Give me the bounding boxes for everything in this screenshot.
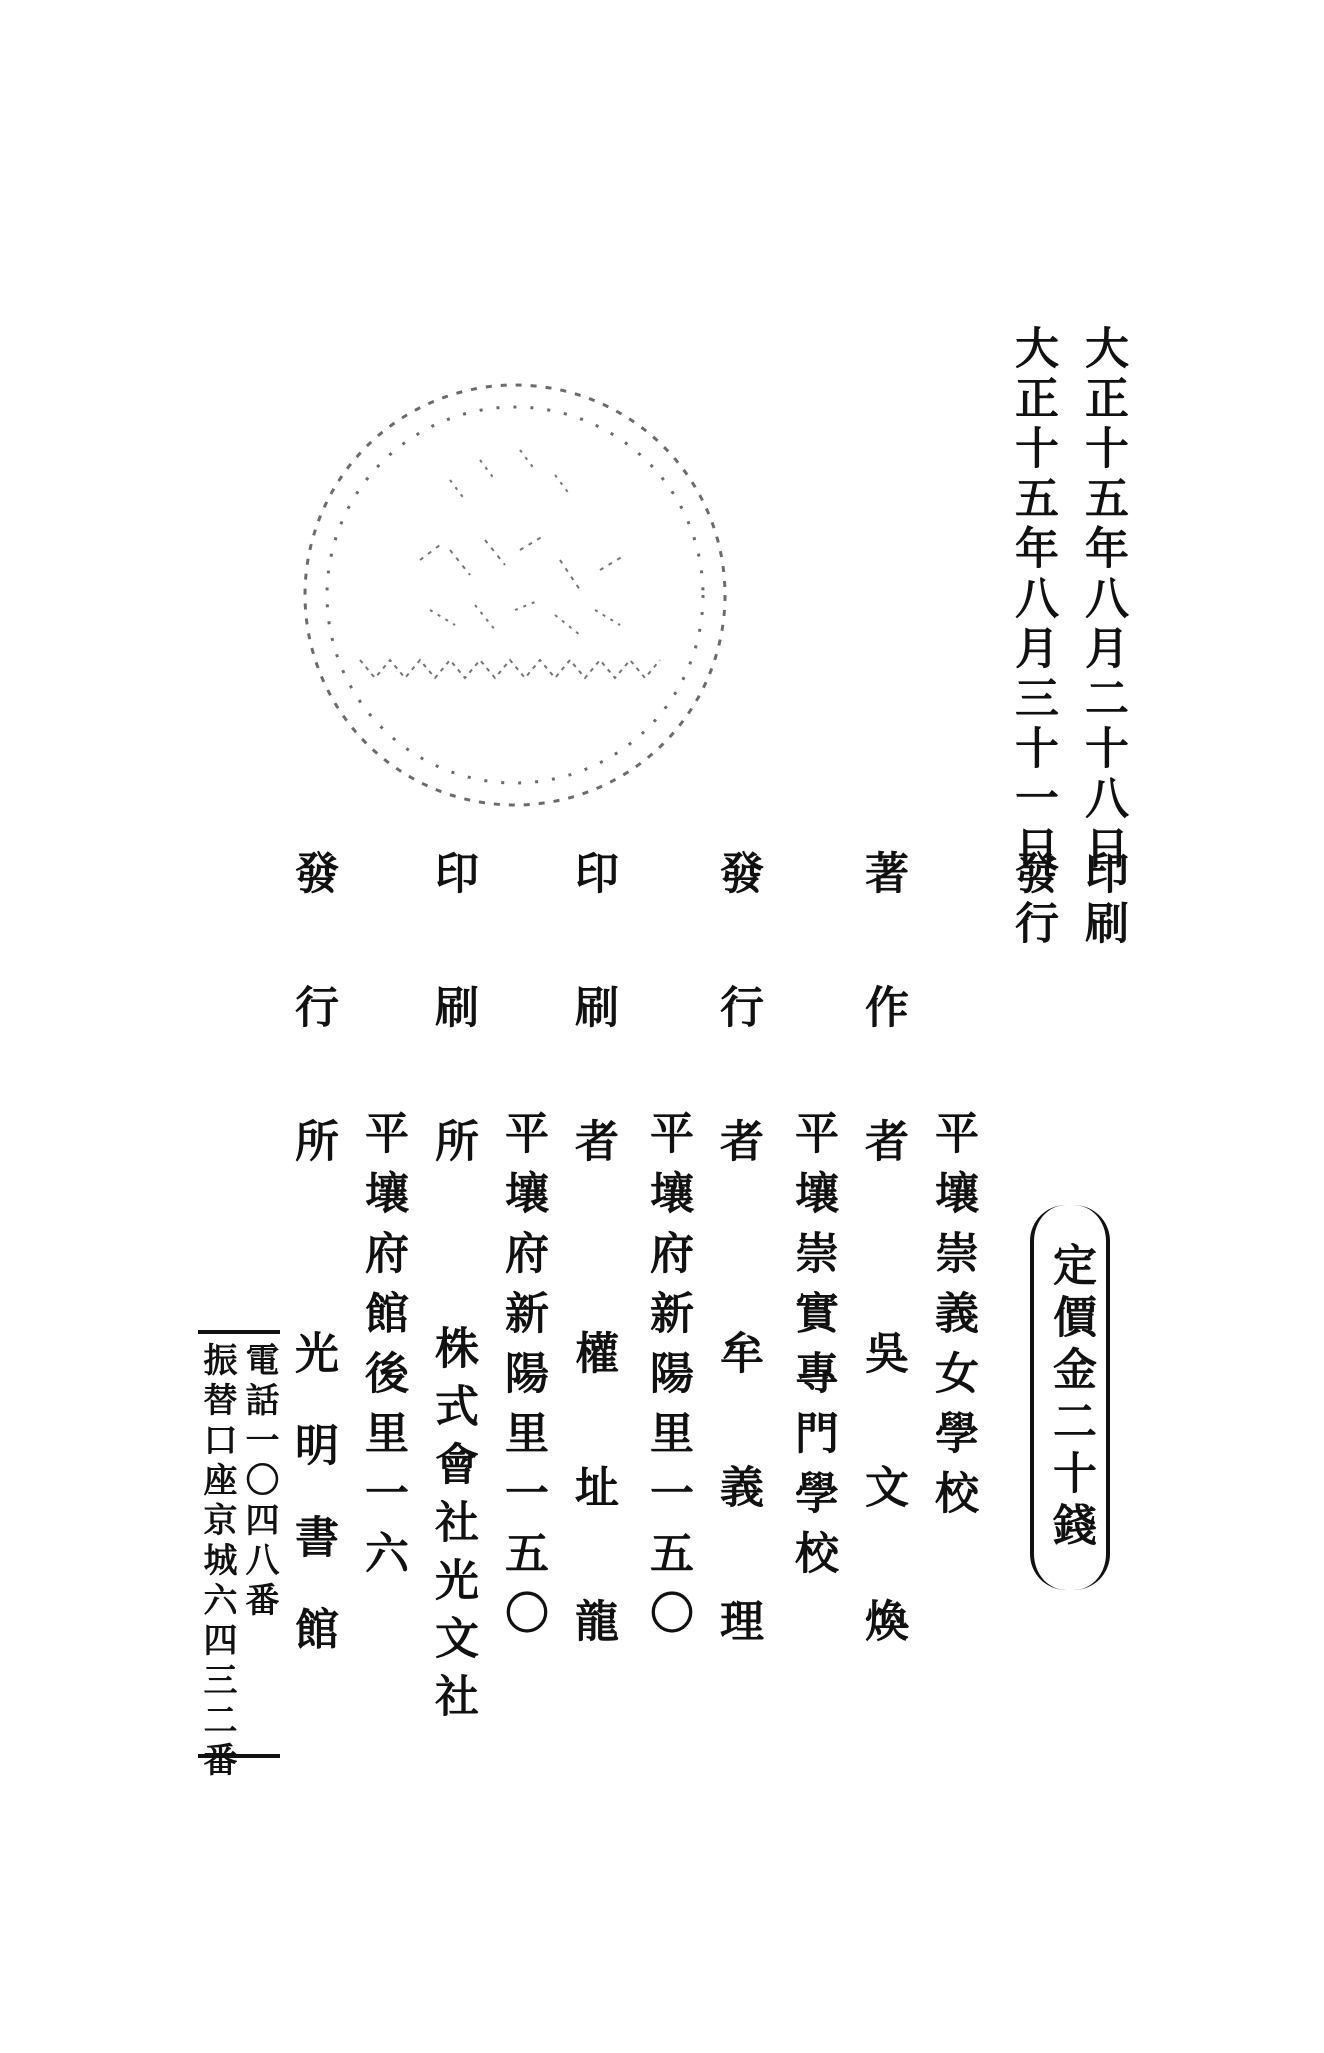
printer-label: 印刷者 [567,850,618,1252]
price-text: 定價金二十錢 [1045,1241,1096,1554]
publish-word: 發行 [1007,850,1058,950]
publish-date: 大正十五年八月三十一日 [1007,325,1058,875]
publisher-label: 發行者 [712,850,763,1252]
account-box [197,1330,280,1782]
author-name: 吳文煥 [857,1330,908,1732]
printshop-name: 株式會社光文社 [427,1325,478,1731]
seal-stamp-icon [280,360,750,830]
author-label: 著作者 [857,850,908,1252]
publisher-affiliation: 平壤崇實專門學校 [787,1110,838,1590]
distributor-label: 發行所 [287,850,338,1252]
print-date: 大正十五年八月二十八日 [1077,325,1128,875]
print-word: 印刷 [1077,850,1128,950]
author-affiliation: 平壤崇義女學校 [927,1110,978,1530]
distributor-address: 平壤府館後里一六 [357,1110,408,1590]
distributor-name: 光明書館 [287,1330,338,1698]
price-box [1030,1205,1110,1590]
publisher-name: 牟義理 [712,1330,763,1732]
account-number: 振替口座京城六四三二番 [197,1342,237,1782]
phone-number: 電話一〇四八番 [239,1342,279,1622]
printer-address: 平壤府新陽里一五〇 [642,1110,693,1650]
printshop-address: 平壤府新陽里一五〇 [497,1110,548,1650]
printshop-label: 印刷所 [427,850,478,1252]
printer-name: 權址龍 [567,1330,618,1732]
